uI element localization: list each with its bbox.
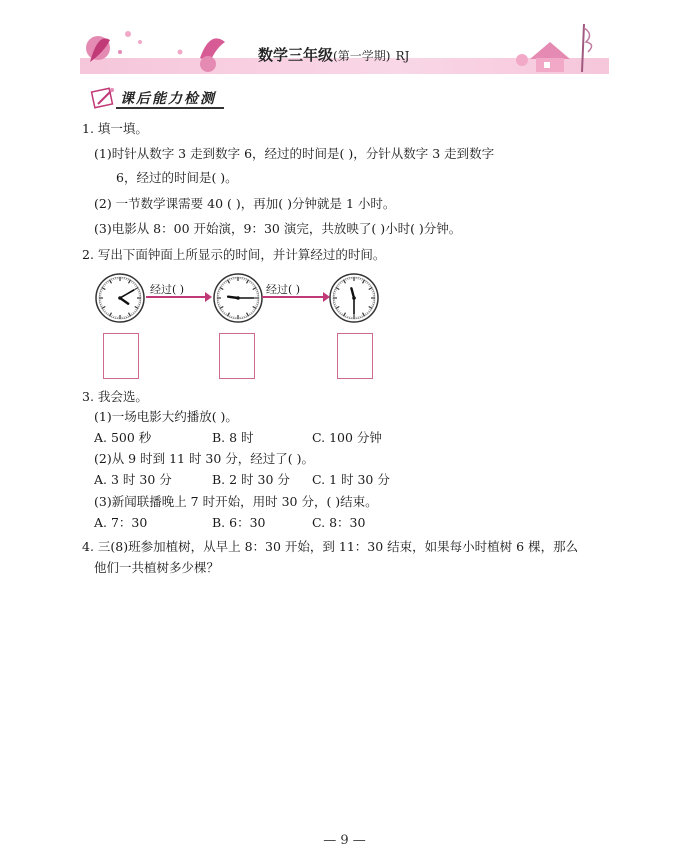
arrow-2-label: 经过( ) xyxy=(266,283,301,296)
page-number: — 9 — xyxy=(323,833,366,848)
q3-sub2-option-b: B. 2 时 30 分 xyxy=(212,472,290,487)
page-header xyxy=(0,0,689,80)
clock-center-dot xyxy=(352,296,356,300)
q4-line1: 4. 三(8)班参加植树，从早上 8：30 开始，到 11：30 结束，如果每小时植树 6 棵，那么 xyxy=(82,539,579,554)
q4-line2: 他们一共植树多少棵？ xyxy=(94,560,220,575)
q3-sub3-option-b: B. 6：30 xyxy=(212,515,266,530)
header-title xyxy=(258,44,409,65)
q3-sub1-option-c: C. 100 分钟 xyxy=(312,430,382,445)
clock-face-3 xyxy=(330,274,378,322)
q1-part2: (2) 一节数学课需要 40 ( )，再加( )分钟就是 1 小时。 xyxy=(94,196,396,211)
q2-heading: 2. 写出下面钟面上所显示的时间，并计算经过的时间。 xyxy=(82,247,386,262)
answer-box-1[interactable] xyxy=(103,333,139,379)
q3-sub2: (2)从 9 时到 11 时 30 分，经过了( )。 xyxy=(94,451,315,466)
q3-sub1-option-b: B. 8 时 xyxy=(212,430,254,445)
q3-sub1: (1)一场电影大约播放( )。 xyxy=(94,409,238,424)
q3-sub2-option-a: A. 3 时 30 分 xyxy=(94,472,172,487)
header-title-edition: RJ xyxy=(395,49,410,63)
header-left-decoration-icon xyxy=(80,22,240,74)
clock-face-2 xyxy=(214,274,262,322)
q3-sub2-option-c: C. 1 时 30 分 xyxy=(312,472,390,487)
header-right-decoration-icon xyxy=(510,14,610,74)
answer-box-3[interactable] xyxy=(337,333,373,379)
q1-part3: (3)电影从 8：00 开始演，9：30 演完，共放映了( )小时( )分钟。 xyxy=(94,221,462,236)
clock-row xyxy=(94,270,394,330)
q3-sub3-option-c: C. 8：30 xyxy=(312,515,366,530)
q3-sub3-option-a: A. 7：30 xyxy=(94,515,148,530)
arrow-1-label: 经过( ) xyxy=(150,283,185,296)
section-label xyxy=(90,86,230,110)
q3-sub1-option-a: A. 500 秒 xyxy=(94,430,152,445)
clock-center-dot xyxy=(236,296,240,300)
header-title-sub: (第一学期) xyxy=(333,49,391,63)
header-title-main: 数学三年级 xyxy=(258,46,334,64)
q1-part1-line1: (1)时针从数字 3 走到数字 6，经过的时间是( )，分针从数字 3 走到数字 xyxy=(94,146,495,161)
section-underline xyxy=(116,107,224,109)
clock-center-dot xyxy=(118,296,122,300)
pencil-note-icon xyxy=(90,86,118,110)
section-label-text: 课后能力检测 xyxy=(120,91,216,107)
clock-face-1 xyxy=(96,274,144,322)
answer-box-2[interactable] xyxy=(219,333,255,379)
q1-part1-line2: 6，经过的时间是( )。 xyxy=(116,170,238,185)
q1-heading: 1. 填一填。 xyxy=(82,121,148,136)
q3-heading: 3. 我会选。 xyxy=(82,389,148,404)
q3-sub3: (3)新闻联播晚上 7 时开始，用时 30 分，( )结束。 xyxy=(94,494,378,509)
